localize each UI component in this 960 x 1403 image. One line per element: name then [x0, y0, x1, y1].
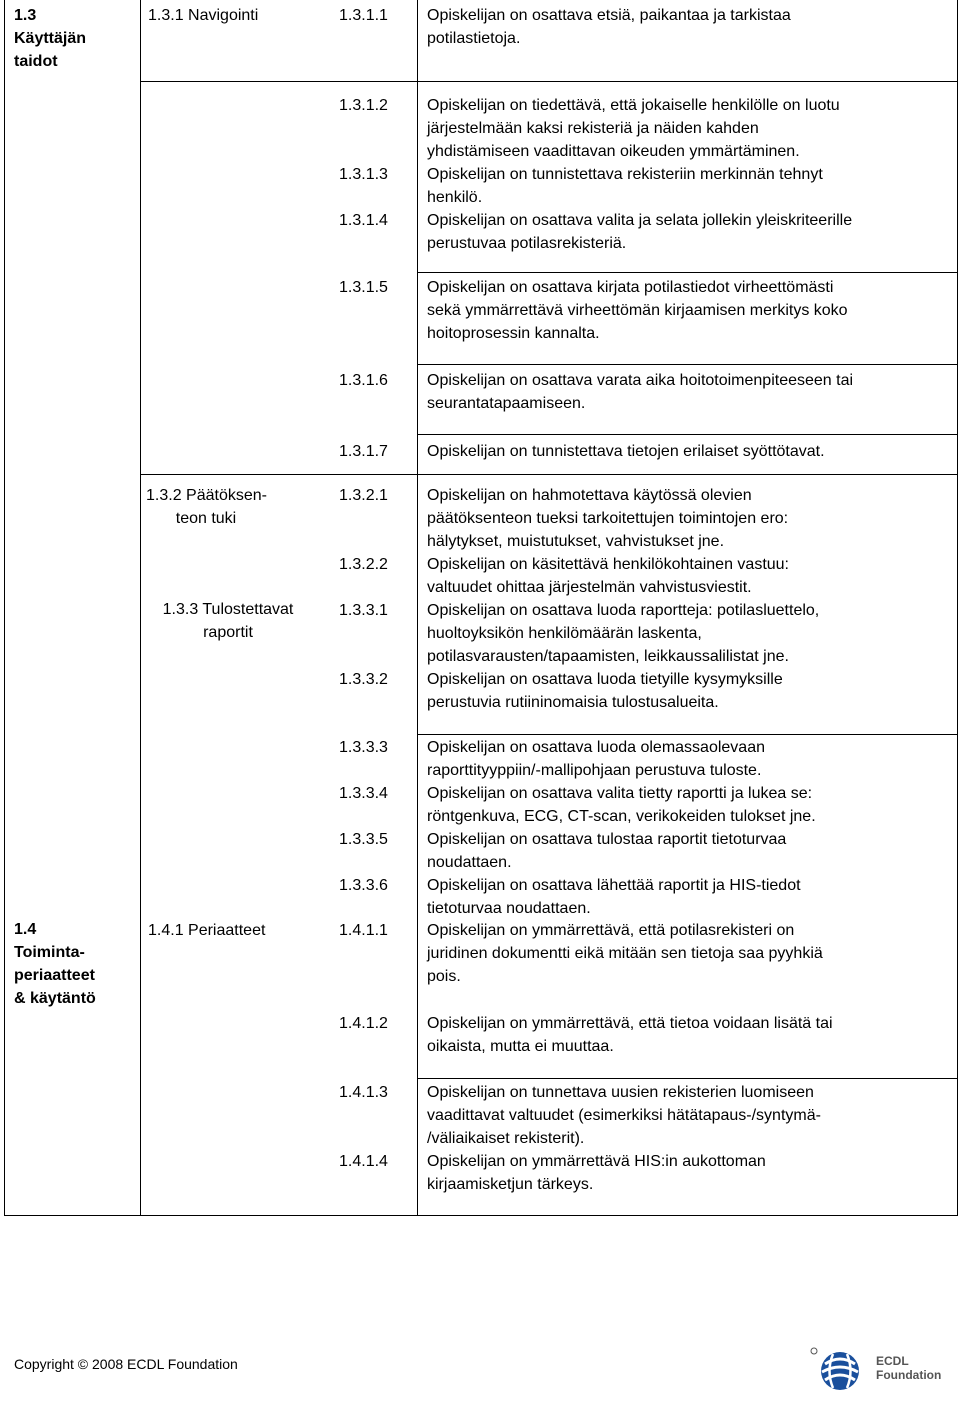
item-text: /väliaikaiset rekisterit). [427, 1130, 585, 1147]
item-code: 1.3.2.2 [339, 556, 388, 573]
item-text: seurantatapaamiseen. [427, 395, 586, 412]
item-code: 1.3.2.1 [339, 487, 388, 504]
section-title: & käytäntö [14, 990, 96, 1007]
item-text: Opiskelijan on osattava varata aika hoitotoimenpiteeseen tai [427, 372, 854, 389]
item-code: 1.4.1.2 [339, 1015, 388, 1032]
subsection-label: 1.3.3 Tulostettavat [162, 601, 294, 618]
subsection-periaatteet: 1.4.1 Periaatteet [148, 922, 266, 939]
section-title: Toiminta- [14, 944, 85, 961]
item-text: järjestelmään kaksi rekisteriä ja näiden kahden [427, 120, 759, 137]
item-text: Opiskelijan on ymmärrettävä, että tietoa voidaan lisätä tai [427, 1015, 833, 1032]
item-code: 1.3.3.4 [339, 785, 388, 802]
row-divider [417, 272, 957, 273]
item-text: Opiskelijan on tiedettävä, että jokaiselle henkilölle on luotu [427, 97, 840, 114]
item-code: 1.3.3.6 [339, 877, 388, 894]
item-code: 1.3.3.1 [339, 602, 388, 619]
item-text: Opiskelijan on osattava etsiä, paikantaa ja tarkistaa [427, 7, 791, 24]
logo-text: Foundation [876, 1368, 942, 1382]
item-text: perustuvaa potilasrekisteriä. [427, 235, 627, 252]
item-text: perustuvia rutiininomaisia tulostusalueita. [427, 694, 719, 711]
row-divider [140, 474, 957, 475]
section-title: taidot [14, 53, 58, 70]
item-text: Opiskelijan on osattava valita ja selata jollekin yleiskriteerille [427, 212, 853, 229]
ecdl-foundation-logo [808, 1346, 948, 1390]
item-code: 1.3.1.1 [339, 7, 388, 24]
item-text: Opiskelijan on osattava luoda raportteja: potilasluettelo, [427, 602, 820, 619]
item-text: Opiskelijan on osattava valita tietty raportti ja lukea se: [427, 785, 813, 802]
item-code: 1.3.1.7 [339, 443, 388, 460]
item-text: noudattaen. [427, 854, 512, 871]
subsection-label: teon tuki [175, 510, 237, 527]
item-text: raporttityyppiin/-mallipohjaan perustuva tuloste. [427, 762, 762, 779]
row-divider [417, 1078, 957, 1079]
item-text: oikaista, mutta ei muuttaa. [427, 1038, 614, 1055]
item-code: 1.4.1.3 [339, 1084, 388, 1101]
item-text: röntgenkuva, ECG, CT-scan, verikokeiden tulokset jne. [427, 808, 816, 825]
item-code: 1.3.1.5 [339, 279, 388, 296]
item-code: 1.4.1.1 [339, 922, 388, 939]
copyright-text: Copyright © 2008 ECDL Foundation [14, 1356, 238, 1372]
item-text: päätöksenteon tueksi tarkoitettujen toimintojen ero: [427, 510, 789, 527]
item-text: Opiskelijan on hahmotettava käytössä olevien [427, 487, 752, 504]
item-text: yhdistämiseen vaadittavan oikeuden ymmärtäminen. [427, 143, 800, 160]
subsection-label: 1.3.2 Päätöksen- [146, 487, 267, 504]
item-code: 1.3.3.2 [339, 671, 388, 688]
section-title: periaatteet [14, 967, 95, 984]
row-divider [417, 734, 957, 735]
item-text: Opiskelijan on tunnistettava rekisteriin merkinnän tehnyt [427, 166, 823, 183]
section-number: 1.3 [14, 7, 37, 24]
item-text: Opiskelijan on osattava lähettää raportit ja HIS-tiedot [427, 877, 801, 894]
item-text: Opiskelijan on ymmärrettävä HIS:in aukottoman [427, 1153, 766, 1170]
item-code: 1.3.3.3 [339, 739, 388, 756]
item-text: potilasvarausten/tapaamisten, leikkaussalilistat jne. [427, 648, 789, 665]
item-text: huoltoyksikön henkilömäärän laskenta, [427, 625, 702, 642]
section-number: 1.4 [14, 921, 37, 938]
item-text: Opiskelijan on ymmärrettävä, että potilasrekisteri on [427, 922, 795, 939]
item-text: henkilö. [427, 189, 483, 206]
ecdl-globe-icon [808, 1346, 868, 1392]
item-code: 1.4.1.4 [339, 1153, 388, 1170]
row-divider [417, 434, 957, 435]
row-divider [417, 364, 957, 365]
subsection-label: raportit [203, 624, 253, 641]
section-title: Käyttäjän [14, 30, 87, 47]
item-code: 1.3.1.4 [339, 212, 388, 229]
item-text: vaadittavat valtuudet (esimerkiksi hätätapaus-/syntymä- [427, 1107, 821, 1124]
item-text: Opiskelijan on tunnistettava tietojen erilaiset syöttötavat. [427, 443, 825, 460]
row-divider [140, 81, 957, 82]
item-text: Opiskelijan on osattava luoda olemassaolevaan [427, 739, 765, 756]
item-text: hoitoprosessin kannalta. [427, 325, 600, 342]
logo-text: ECDL [876, 1354, 909, 1368]
item-code: 1.3.1.6 [339, 372, 388, 389]
item-text: sekä ymmärrettävä virheettömän kirjaamisen merkitys koko [427, 302, 848, 319]
item-code: 1.3.1.2 [339, 97, 388, 114]
item-text: valtuudet ohittaa järjestelmän vahvistusviestit. [427, 579, 752, 596]
item-text: Opiskelijan on tunnettava uusien rekisterien luomiseen [427, 1084, 814, 1101]
subsection-navigointi: 1.3.1 Navigointi [148, 7, 259, 24]
item-code: 1.3.3.5 [339, 831, 388, 848]
item-text: juridinen dokumentti eikä mitään sen tietoja saa pyyhkiä [427, 945, 823, 962]
item-text: tietoturvaa noudattaen. [427, 900, 591, 917]
item-text: Opiskelijan on käsitettävä henkilökohtainen vastuu: [427, 556, 789, 573]
item-text: Opiskelijan on osattava tulostaa raportit tietoturvaa [427, 831, 787, 848]
item-text: pois. [427, 968, 461, 985]
column-divider [417, 0, 418, 1215]
item-text: potilastietoja. [427, 30, 521, 47]
item-code: 1.3.1.3 [339, 166, 388, 183]
item-text: Opiskelijan on osattava kirjata potilastiedot virheettömästi [427, 279, 834, 296]
item-text: kirjaamisketjun tärkeys. [427, 1176, 594, 1193]
column-divider [140, 0, 141, 1215]
item-text: hälytykset, muistutukset, vahvistukset jne. [427, 533, 725, 550]
item-text: Opiskelijan on osattava luoda tietyille kysymyksille [427, 671, 783, 688]
